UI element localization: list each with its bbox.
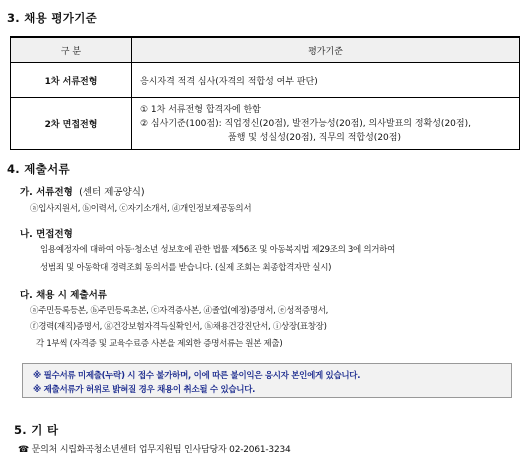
table-row	[11, 98, 520, 150]
section5-title: 5. 기 타	[14, 423, 59, 437]
subsection-na-title: 나. 면접전형	[20, 229, 73, 240]
header-category: 구 분	[11, 37, 132, 63]
section4-title: 4. 제출서류	[7, 162, 70, 176]
subsection-ga-title	[20, 184, 145, 198]
section3-title: 3. 채용 평가기준	[7, 11, 98, 25]
table-header-row	[11, 37, 520, 63]
notice-line1: ※ 필수서류 미제출(누락) 시 접수 불가하며, 이에 따른 불이익은 응시자 본인에게 있습니다.	[33, 371, 361, 381]
na-line2: 성범죄 및 아동학대 경력조회 동의서를 받습니다. (실제 조회는 최종합격자만 실시)	[40, 263, 332, 273]
na-line1: 임용예정자에 대하여 아동·청소년 성보호에 관한 법률 제56조 및 아동복지법 제29조의 3에 의거하여	[40, 245, 395, 255]
header-criteria: 평가기준	[132, 37, 520, 63]
stage-cell: 1차 서류전형	[11, 63, 132, 98]
criteria-line: ② 심사기준(100점): 직업정신(20점), 발전가능성(20점), 의사발표의 정확성(20점),	[140, 118, 471, 129]
notice-line2: ※ 제출서류가 허위로 밝혀질 경우 채용이 취소될 수 있습니다.	[33, 385, 256, 395]
evaluation-table	[10, 36, 520, 150]
criteria-cell: 응시자격 적격 심사(자격의 적합성 여부 판단)	[132, 63, 520, 98]
contact-info: ☎ 문의처 시립화곡청소년센터 업무지원팀 인사담당자 02-2061-3234	[18, 445, 291, 455]
stage-cell: 2차 면접전형	[11, 98, 132, 150]
criteria-line: ① 1차 서류전형 합격자에 한함	[140, 104, 261, 115]
criteria-cell	[132, 98, 520, 150]
da-line3: 각 1부씩 (자격증 및 교육수료증 사본을 제외한 증명서류는 원본 제출)	[36, 339, 283, 349]
table-row	[11, 63, 520, 98]
da-line2: ⓕ경력(재직)증명서, ⓖ건강보험자격득실확인서, ⓗ채용건강진단서, ⓘ상장(표창장)	[30, 322, 327, 332]
ga-items: ⓐ입사지원서, ⓑ이력서, ⓒ자기소개서, ⓓ개인정보제공동의서	[30, 204, 252, 214]
subsection-ga-label: 가. 서류전형	[20, 187, 73, 198]
subsection-da-title: 다. 채용 시 제출서류	[20, 290, 107, 301]
da-line1: ⓐ주민등록등본, ⓑ주민등록초본, ⓒ자격증사본, ⓓ졸업(예정)증명서, ⓔ성적증명서,	[30, 306, 329, 316]
criteria-line: 품행 및 성실성(20점), 직무의 적합성(20점)	[228, 132, 401, 143]
subsection-ga-note: (센터 제공양식)	[79, 187, 145, 198]
notice-box	[22, 363, 512, 398]
